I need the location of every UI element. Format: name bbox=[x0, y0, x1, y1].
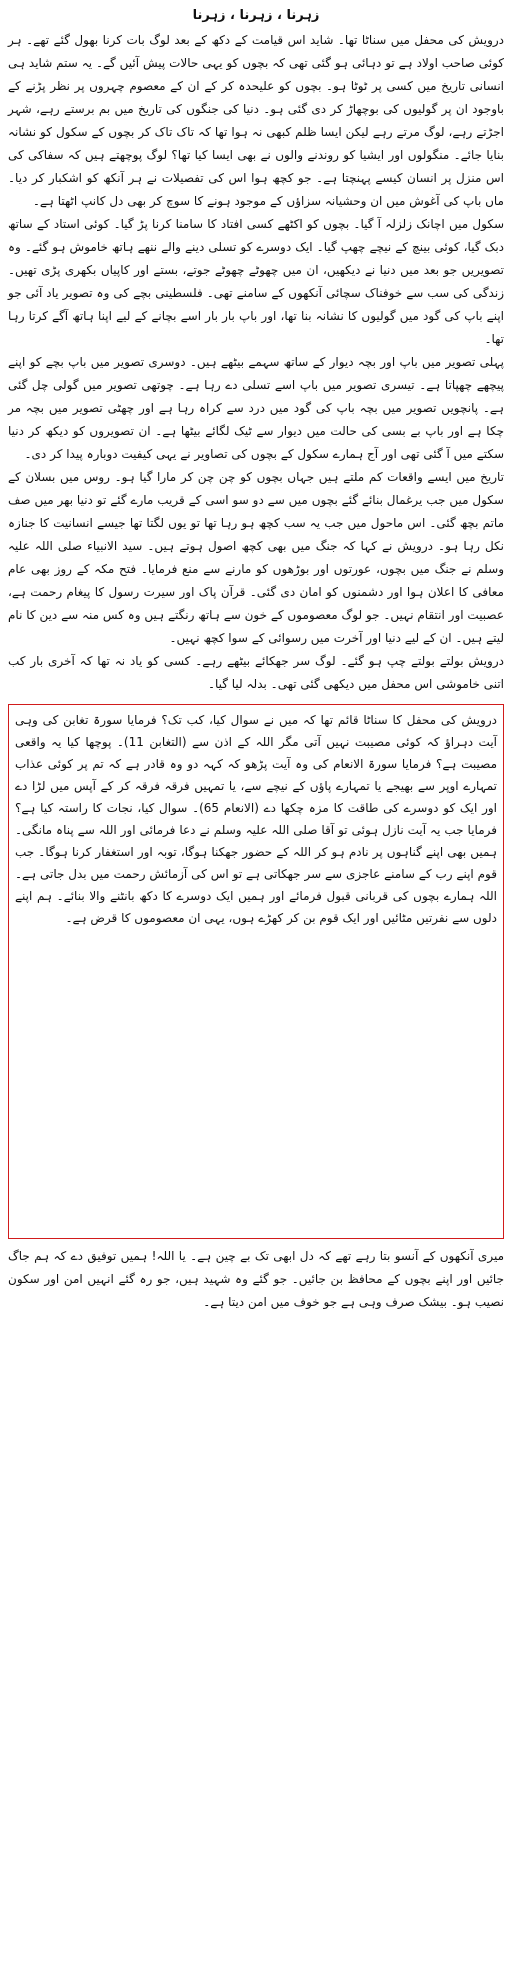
paragraph-history: تاریخ میں ایسے واقعات کم ملتے ہیں جہاں بچوں کو چن چن کر مارا گیا ہو۔ روس میں بسلان کے سکول میں جب یرغمال بنائے گئے بچوں میں سے دو سو اسی کے قریب مارے گئے تو دنیا بھر میں صف ماتم بچھ گئی۔ اس ماحول میں جب یہ سب کچھ ہو رہا تھا تو یوں لگتا تھا جیسے انسانیت کا جنازہ نکل رہا ہو۔ درویش نے کہا کہ جنگ میں بھی کچھ اصول ہوتے ہیں۔ سید الانبیاء صلی اللہ علیہ وسلم نے جنگ میں بچوں، عورتوں اور بوڑھوں کو مارنے سے منع فرمایا۔ فتح مکہ کے روز بھی عام معافی کا اعلان ہوا اور دشمنوں کو امان دی گئی۔ قرآن پاک اور سیرت رسول کا پیغام رحمت ہے، عصبیت اور انتقام نہیں۔ جو لوگ معصوموں کے خون سے ہاتھ رنگتے ہیں وہ کس منہ سے دین کا نام لیتے ہیں۔ ان کے لیے دنیا اور آخرت میں رسوائی کے سوا کچھ نہیں۔ bbox=[8, 470, 504, 645]
paragraph-intro: درویش کی محفل میں سناٹا تھا۔ شاید اس قیامت کے دکھ کے بعد لوگ بات کرنا بھول گئے تھے۔ ہر کوئی صاحب اولاد ہے تو دہائی ہو گئی تھی کہ بچوں کو یہی حالات پیش آئیں گے۔ یہ ستم شاید ہی انسانی تاریخ میں کسی پر ٹوٹا ہو۔ بچوں کو علیحدہ کر کے ان کے معصوم چہروں پر نظر پڑنے کے باوجود ان پر گولیوں کی بوچھاڑ کر دی گئی ہو۔ دنیا کی جنگوں کی تاریخ میں بم برستے رہے، شہر اجڑتے رہے، لوگ مرتے رہے لیکن ایسا ظلم کبھی نہ ہوا تھا کہ تاک تاک کر بچوں کے سکول کو نشانہ بنایا جائے۔ منگولوں اور ایشیا کو روندنے والوں نے بھی ایسا کیا تھا؟ لوگ پوچھتے ہیں کہ سفاکی کی اس منزل پر انسان کیسے پہنچتا ہے۔ جو کچھ ہوا اس کی تفصیلات نے ہر آنکھ کو اشکبار کر دیا۔ ماں باپ کی آغوش میں ان وحشیانہ سزاؤں کے موجود ہونے کا سوچ کر بھی دل کانپ اٹھتا ہے۔ bbox=[8, 33, 504, 208]
highlighted-box bbox=[8, 704, 504, 1239]
paragraph-pictures: پہلی تصویر میں باپ اور بچہ دیوار کے ساتھ سہمے بیٹھے ہیں۔ دوسری تصویر میں باپ بچے کو اپنے پیچھے چھپاتا ہے۔ تیسری تصویر میں باپ اسے تسلی دے رہا ہے۔ چوتھی تصویر میں گولی چل گئی ہے۔ پانچویں تصویر میں بچہ باپ کی گود میں درد سے کراہ رہا ہے اور چھٹی تصویر میں بچہ مر چکا ہے اور باپ بے بسی کی حالت میں دیوار سے ٹیک لگائے بیٹھا ہے۔ ان تصویروں کو دیکھ کر دنیا سکتے میں آ گئی تھی اور آج ہمارے سکول کے بچوں کی تصاویر نے یہی کیفیت دوبارہ پیدا کر دی۔ bbox=[8, 355, 504, 461]
paragraph-boxed: درویش کی محفل کا سناٹا قائم تھا کہ میں نے سوال کیا، کب تک؟ فرمایا سورۃ تغابن کی وہی آیت دہراؤ کہ کوئی مصیبت نہیں آتی مگر اللہ کے اذن سے (التغابن 11)۔ پوچھا کیا یہ واقعی مصیبت ہے؟ فرمایا سورۃ الانعام کی وہ آیت پڑھو کہ کہہ دو وہ قادر ہے کہ تم پر کوئی عذاب تمہارے اوپر سے بھیجے یا تمہارے پاؤں کے نیچے سے، یا تمہیں فرقہ فرقہ کر کے آپس میں لڑا دے اور ایک کو دوسرے کی طاقت کا مزہ چکھا دے (الانعام 65)۔ سوال کیا، نجات کا راستہ کیا ہے؟ فرمایا جب یہ آیت نازل ہوئی تو آقا صلی اللہ علیہ وسلم نے دعا فرمائی اور اللہ سے پناہ مانگی۔ ہمیں بھی اپنے گناہوں پر نادم ہو کر اللہ کے حضور جھکنا ہوگا، توبہ اور استغفار کرنا ہوگا۔ جب قوم اپنے رب کے سامنے عاجزی سے سر جھکاتی ہے تو اس کی آزمائش رحمت میں بدل جاتی ہے۔ اللہ ہمارے بچوں کی قربانی قبول فرمائے اور ہمیں ایک دوسرے کا دکھ بانٹنے والا بنائے۔ ہم اپنے دلوں سے نفرتیں مٹائیں اور ایک قوم بن کر کھڑے ہوں، یہی ان معصوموں کا قرض ہے۔ bbox=[15, 713, 497, 925]
article-headline: زہرنا ، زہرنا ، زہرنا bbox=[192, 8, 320, 23]
paragraph-after: میری آنکھوں کے آنسو بتا رہے تھے کہ دل ابھی تک بے چین ہے۔ یا اللہ! ہمیں توفیق دے کہ ہم جاگ جائیں اور اپنے بچوں کے محافظ بن جائیں۔ جو گئے وہ شہید ہیں، جو رہ گئے انہیں امن اور سکون نصیب ہو۔ بیشک صرف وہی ہے جو خوف میں امن دیتا ہے۔ bbox=[8, 1249, 504, 1309]
paragraph-scene: سکول میں اچانک زلزلہ آ گیا۔ بچوں کو اکٹھے کسی افتاد کا سامنا کرنا پڑ گیا۔ کوئی استاد کے ساتھ دبک گیا، کوئی بینچ کے نیچے چھپ گیا۔ ایک دوسرے کو تسلی دینے والے ننھے ہاتھ خاموش ہو گئے۔ وہ تصویریں جو بعد میں دنیا نے دیکھیں، ان میں چھوٹے چھوٹے جوتے، بستے اور کاپیاں بکھری پڑی تھیں۔ زندگی کی سب سے خوفناک سچائی آنکھوں کے سامنے تھی۔ فلسطینی بچے کی وہ تصویر یاد آئی جو اپنے باپ کی گود میں گولیوں کا نشانہ بنا تھا، اور باپ بار بار اسے بچانے کے لیے اپنا ہاتھ آگے کرتا رہا تھا۔ bbox=[8, 217, 504, 346]
paragraph-closing-top: درویش بولتے بولتے چپ ہو گئے۔ لوگ سر جھکائے بیٹھے رہے۔ کسی کو یاد نہ تھا کہ آخری بار کب اتنی خاموشی اس محفل میں دیکھی گئی تھی۔ بدلہ لیا گیا۔ bbox=[8, 654, 504, 691]
